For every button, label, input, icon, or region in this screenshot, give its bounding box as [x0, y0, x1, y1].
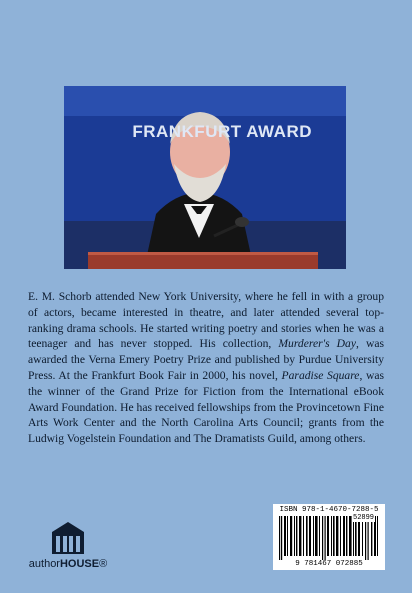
bio-text-3: , was the winner of the Grand Prize for Fiction from the International eBook Award Foundation. He has received fellowships from the Provincetown Fine Arts Work Center and the North Carolina Arts Council; grants from the Ludwig Vogelstein Foundation and The Dramatists Guild, among others.	[28, 368, 384, 446]
publisher-name-a: author	[28, 558, 60, 570]
bio-text-2: , was awarded the Verna Emery Poetry Prize and published by Purdue University Press. At the Frankfurt Book Fair in 2000, his novel,	[28, 337, 385, 382]
publisher-name	[20, 558, 116, 570]
authorhouse-house-icon	[46, 518, 90, 556]
publisher-reg-mark: ®	[99, 558, 108, 570]
barcode-bars	[277, 516, 381, 560]
isbn-label: ISBN 978-1-4670-7288-5	[279, 506, 379, 514]
book-title-murderers-day: Murderer's Day	[278, 337, 356, 351]
book-title-paradise-square: Paradise Square	[281, 368, 360, 382]
award-banner-text: FRANKFURT AWARD	[132, 122, 312, 141]
author-bio	[28, 289, 384, 447]
price-code: 52899	[353, 514, 375, 522]
publisher-name-b: HOUSE	[59, 558, 100, 570]
bio-text-1: E. M. Schorb attended New York University, where he fell in with a group of actors, became interested in theatre, and later attended several top-ranking drama schools. He started writing poetry and stories when he was a teenager and has never stopped. His collection,	[28, 290, 384, 351]
barcode-digits: 9 781467 072885	[295, 560, 363, 568]
author-photo-image	[64, 86, 346, 269]
author-photo	[64, 86, 346, 269]
publisher-logo	[20, 518, 116, 574]
